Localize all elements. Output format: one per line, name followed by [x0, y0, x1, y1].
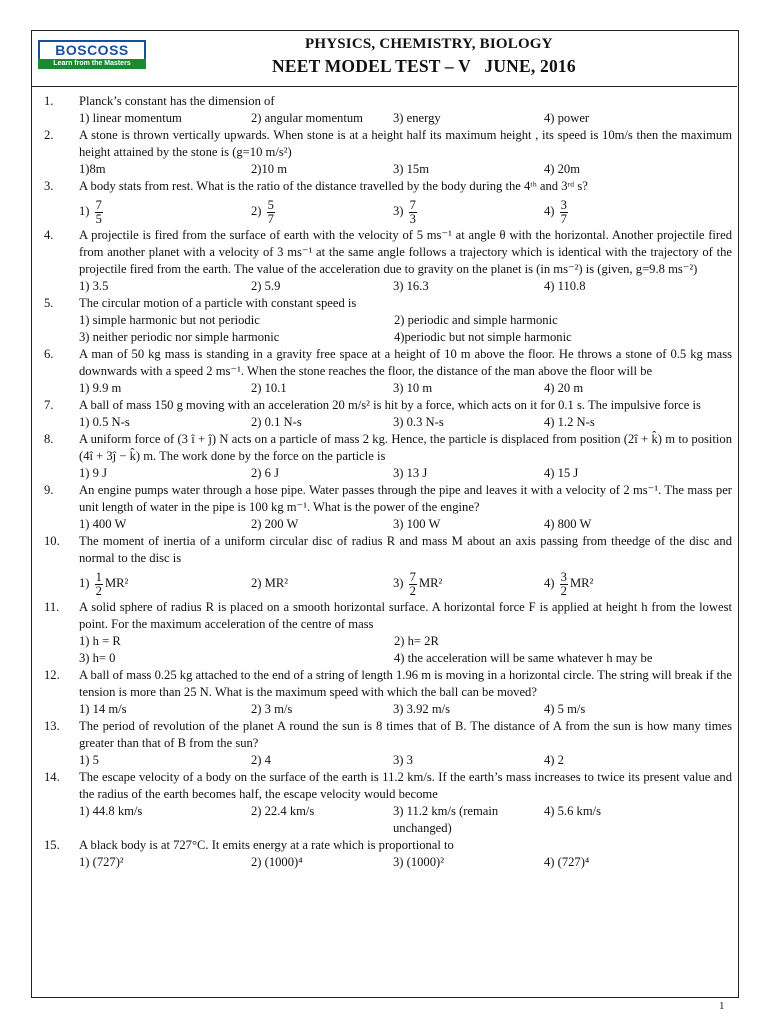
option: 4)periodic but not simple harmonic	[394, 330, 572, 344]
boscoss-logo	[38, 40, 146, 68]
option	[544, 195, 684, 227]
logo-name: BOSCOSS	[38, 40, 146, 59]
fraction	[95, 199, 103, 226]
question	[44, 718, 732, 769]
fraction	[560, 571, 568, 598]
options-list	[79, 803, 732, 837]
option	[79, 195, 251, 227]
options-list	[79, 854, 732, 871]
option: 2)10 m	[251, 162, 288, 176]
question-body	[79, 667, 732, 718]
options-list	[79, 516, 732, 533]
question-body	[79, 397, 732, 431]
option: 4) 20m	[544, 162, 581, 176]
option-suffix: MR²	[418, 576, 443, 590]
question-body	[79, 482, 732, 533]
question	[44, 93, 732, 127]
question-number: 2.	[44, 128, 54, 142]
option: 1) h = R	[79, 634, 121, 648]
question-number: 12.	[44, 668, 60, 682]
option: 4) 20 m	[544, 381, 584, 395]
subjects-heading: PHYSICS, CHEMISTRY, BIOLOGY	[305, 36, 553, 52]
option: 4) the acceleration will be same whatever h may be	[394, 651, 653, 665]
numerator: 5	[267, 197, 274, 212]
question-number: 3.	[44, 179, 54, 193]
question-stem: An engine pumps water through a hose pipe. Water passes through the pipe and leaves it with a velocity of 2 ms⁻¹. The mass per unit length of water in the pipe is 100 kg m⁻¹. What is the power of the engine?	[79, 483, 732, 514]
question-body	[79, 533, 732, 599]
option-label: 4)	[544, 576, 555, 590]
question-number: 5.	[44, 296, 54, 310]
option: 3) 0.3 N-s	[393, 415, 444, 429]
question-number: 1.	[44, 94, 54, 108]
question	[44, 533, 732, 599]
option: 3) 16.3	[393, 279, 429, 293]
option	[544, 567, 684, 599]
option-label: 4)	[544, 204, 555, 218]
question-number: 11.	[44, 600, 60, 614]
question-stem: A black body is at 727°C. It emits energy at a rate which is proportional to	[79, 838, 454, 852]
question	[44, 599, 732, 667]
question-stem: The moment of inertia of a uniform circular disc of radius R and mass M about an axis passing from theedge of the disc and normal to the disc is	[79, 534, 732, 565]
question-number: 13.	[44, 719, 60, 733]
options-list	[79, 312, 732, 346]
question-body	[79, 837, 732, 871]
question-stem: The circular motion of a particle with constant speed is	[79, 296, 357, 310]
option: 2) (1000)⁴	[251, 855, 303, 869]
question	[44, 127, 732, 178]
options-list	[79, 110, 732, 127]
options-list	[79, 414, 732, 431]
question-stem: A projectile is fired from the surface of earth with the velocity of 5 ms⁻¹ at angle θ with the horizontal. Another projectile fired from another planet with a velocity of 3 ms⁻¹ at the same angle follows a trajectory which is identical with the trajectory of the projectile fired from the earth. The value of the acceleration due to gravity on the planet is (in ms⁻²) is (given, g=9.8 ms⁻²)	[79, 228, 732, 276]
question-body	[79, 93, 732, 127]
option-suffix: MR²	[569, 576, 594, 590]
question-body	[79, 227, 732, 295]
option: 1) 14 m/s	[79, 702, 127, 716]
denominator: 7	[267, 211, 274, 226]
option: 1)8m	[79, 162, 106, 176]
option: 4) 1.2 N-s	[544, 415, 595, 429]
option: 2) h= 2R	[394, 634, 439, 648]
question-number: 9.	[44, 483, 54, 497]
option: 3) 100 W	[393, 517, 441, 531]
option: 4) 110.8	[544, 279, 586, 293]
question	[44, 769, 732, 837]
question-stem: A uniform force of (3 î + ĵ) N acts on a particle of mass 2 kg. Hence, the particle is displaced from position (2î + k̂) m to position (4î + 3ĵ − k̂) m. The work done by the force on the particle is	[79, 432, 732, 463]
question-stem: The period of revolution of the planet A round the sun is 8 times that of B. The distance of A from the sun is how many times greater than that of B from the sun?	[79, 719, 732, 750]
question	[44, 295, 732, 346]
option: 3) energy	[393, 111, 441, 125]
option: 1) simple harmonic but not periodic	[79, 313, 260, 327]
numerator: 1	[95, 569, 102, 584]
question	[44, 667, 732, 718]
header-divider	[31, 86, 737, 87]
test-title: NEET MODEL TEST – V JUNE, 2016	[272, 56, 576, 76]
option-label: 2)	[251, 204, 262, 218]
numerator: 3	[560, 197, 567, 212]
options-list	[79, 633, 732, 667]
options-list	[79, 278, 732, 295]
option-label: 2) MR²	[251, 576, 289, 590]
question-body	[79, 127, 732, 178]
question	[44, 178, 732, 227]
option: 1) 0.5 N-s	[79, 415, 130, 429]
question-number: 14.	[44, 770, 60, 784]
option: 1) 400 W	[79, 517, 127, 531]
option: 4) 15 J	[544, 466, 579, 480]
option: 3) 3.92 m/s	[393, 702, 451, 716]
option: 1) 9 J	[79, 466, 107, 480]
option: 4) 800 W	[544, 517, 592, 531]
options-list	[79, 380, 732, 397]
option: 3) neither periodic nor simple harmonic	[79, 330, 280, 344]
options-list	[79, 465, 732, 482]
question-stem: The escape velocity of a body on the surface of the earth is 11.2 km/s. If the earth’s mass increases to twice its present value and the radius of the earth becomes half, the escape velocity would become	[79, 770, 732, 801]
denominator: 5	[95, 211, 102, 226]
option: 2) angular momentum	[251, 111, 363, 125]
numerator: 7	[95, 197, 102, 212]
option	[393, 195, 544, 227]
option: 4) 5.6 km/s	[544, 804, 602, 818]
option: 1) (727)²	[79, 855, 124, 869]
options-list	[79, 161, 732, 178]
question-stem: Planck’s constant has the dimension of	[79, 94, 275, 108]
page-number: 1	[719, 1000, 725, 1012]
question-body	[79, 295, 732, 346]
question-stem: A ball of mass 0.25 kg attached to the end of a string of length 1.96 m is moving in a horizontal circle. The string will break if the tension is more than 25 N. What is the maximum speed with which the ball can be moved?	[79, 668, 732, 699]
option: 3) 3	[393, 753, 413, 767]
option	[79, 567, 251, 599]
logo-tagline: Learn from the Masters	[38, 59, 146, 69]
question	[44, 397, 732, 431]
question	[44, 227, 732, 295]
option: 2) 3 m/s	[251, 702, 293, 716]
question-stem: A stone is thrown vertically upwards. When stone is at a height half its maximum height , its speed is 10m/s then the maximum height attained by the stone is (g=10 m/s²)	[79, 128, 732, 159]
question-body	[79, 769, 732, 837]
option: 3) 15m	[393, 162, 430, 176]
question-body	[79, 431, 732, 482]
option: 2) periodic and simple harmonic	[394, 313, 558, 327]
option-suffix: MR²	[104, 576, 129, 590]
option	[251, 567, 393, 599]
option: 2) 22.4 km/s	[251, 804, 315, 818]
fraction	[95, 571, 103, 598]
question-number: 15.	[44, 838, 60, 852]
option	[251, 195, 393, 227]
option: 1) linear momentum	[79, 111, 182, 125]
option: 2) 4	[251, 753, 271, 767]
option: 2) 10.1	[251, 381, 287, 395]
question	[44, 837, 732, 871]
option: 3) (1000)²	[393, 855, 444, 869]
question-number: 4.	[44, 228, 54, 242]
option: 1) 5	[79, 753, 99, 767]
options-list	[79, 195, 732, 227]
option: 4) (727)⁴	[544, 855, 590, 869]
question-stem: A ball of mass 150 g moving with an acceleration 20 m/s² is hit by a force, which acts on it for 0.1 s. The impulsive force is	[79, 398, 701, 412]
denominator: 2	[95, 583, 102, 598]
option: 4) 5 m/s	[544, 702, 586, 716]
question	[44, 346, 732, 397]
denominator: 7	[560, 211, 567, 226]
question-number: 6.	[44, 347, 54, 361]
option-label: 3)	[393, 576, 404, 590]
question-body	[79, 718, 732, 769]
option-label: 3)	[393, 204, 404, 218]
question-number: 10.	[44, 534, 60, 548]
option	[393, 567, 544, 599]
option-label: 1)	[79, 576, 90, 590]
denominator: 3	[409, 211, 416, 226]
option: 4) power	[544, 111, 590, 125]
numerator: 7	[409, 569, 416, 584]
fraction	[409, 199, 417, 226]
option: 2) 200 W	[251, 517, 299, 531]
denominator: 2	[560, 583, 567, 598]
question	[44, 431, 732, 482]
numerator: 3	[560, 569, 567, 584]
options-list	[79, 567, 732, 599]
option: 3) h= 0	[79, 651, 116, 665]
numerator: 7	[409, 197, 416, 212]
question-body	[79, 599, 732, 667]
question-list	[44, 93, 732, 871]
denominator: 2	[409, 583, 416, 598]
options-list	[79, 752, 732, 769]
fraction	[560, 199, 568, 226]
option: 3) 11.2 km/s (remain unchanged)	[393, 804, 499, 835]
option: 1) 9.9 m	[79, 381, 122, 395]
question-stem: A body stats from rest. What is the ratio of the distance travelled by the body during the 4ᵗʰ and 3ʳᵈ s?	[79, 179, 588, 193]
question-body	[79, 346, 732, 397]
option-label: 1)	[79, 204, 90, 218]
question-stem: A man of 50 kg mass is standing in a gravity free space at a height of 10 m above the floor. He throws a stone of 0.5 kg mass downwards with a speed 2 ms⁻¹. When the stone reaches the floor, the distance of the man above the floor will be	[79, 347, 732, 378]
question-stem: A solid sphere of radius R is placed on a smooth horizontal surface. A horizontal force F is applied at height h from the lowest point. For the maximum acceleration of the centre of mass	[79, 600, 732, 631]
option: 2) 0.1 N-s	[251, 415, 302, 429]
question-number: 8.	[44, 432, 54, 446]
option: 3) 10 m	[393, 381, 433, 395]
option: 3) 13 J	[393, 466, 428, 480]
option: 4) 2	[544, 753, 564, 767]
options-list	[79, 701, 732, 718]
option: 1) 3.5	[79, 279, 109, 293]
question-body	[79, 178, 732, 227]
option: 1) 44.8 km/s	[79, 804, 143, 818]
question-number: 7.	[44, 398, 54, 412]
fraction	[267, 199, 275, 226]
question	[44, 482, 732, 533]
option: 2) 5.9	[251, 279, 281, 293]
option: 2) 6 J	[251, 466, 279, 480]
fraction	[409, 571, 417, 598]
